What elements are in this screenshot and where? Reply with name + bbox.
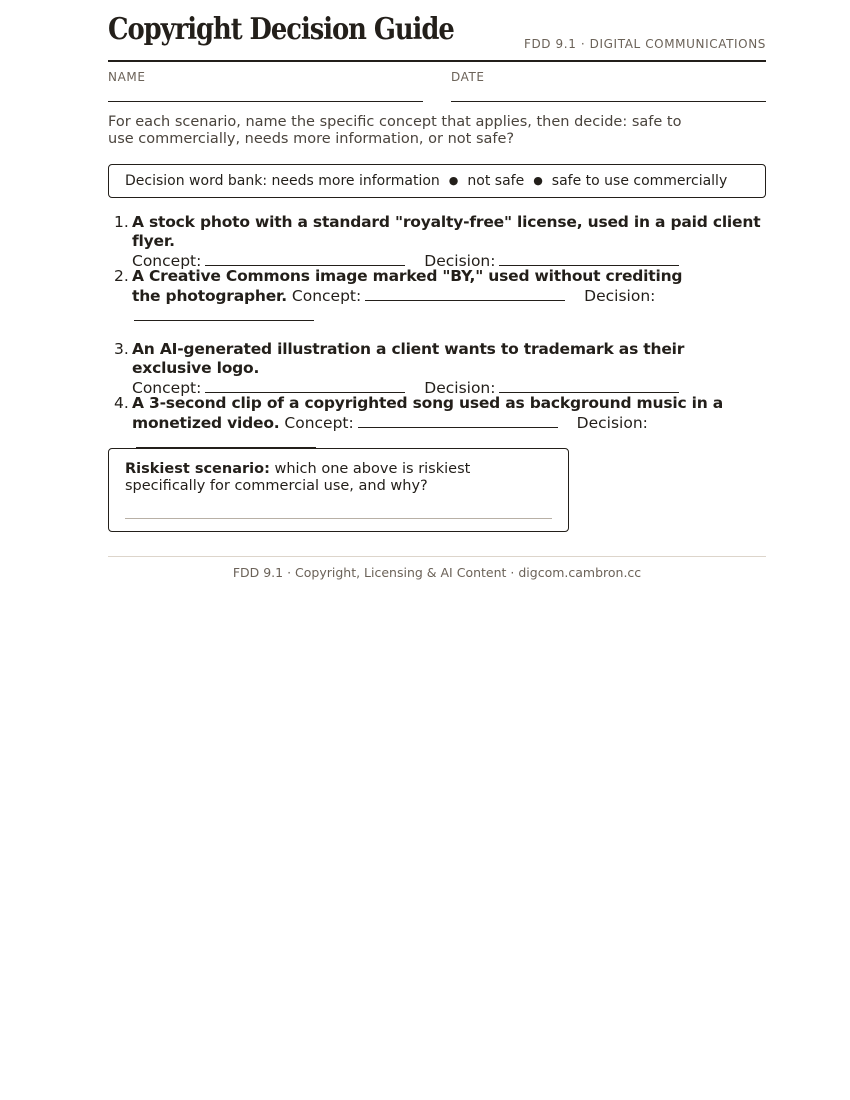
- riskiest-prompt: which one above is riskiest specifically for commercial use, and why?: [125, 461, 471, 494]
- word-bank: [108, 164, 766, 198]
- decision-answer-blank[interactable]: [499, 378, 679, 393]
- question-2: [108, 267, 766, 326]
- concept-label: Concept:: [132, 252, 202, 270]
- concept-answer-blank[interactable]: [358, 413, 558, 428]
- page-footer: FDD 9.1 · Copyright, Licensing & AI Content · digcom.cambron.cc: [108, 556, 766, 580]
- word-bank-label: Decision word bank:: [125, 173, 268, 189]
- course-code: FDD 9.1 · DIGITAL COMMUNICATIONS: [523, 37, 766, 51]
- question-number: 3.: [114, 340, 129, 358]
- decision-answer-blank[interactable]: [134, 306, 314, 321]
- concept-answer-blank[interactable]: [205, 251, 405, 266]
- name-label: NAME: [108, 70, 146, 84]
- instructions: For each scenario, name the specific concept that applies, then decide: safe to use commercially, needs more information, or not safe?: [108, 114, 682, 147]
- word-bank-option: needs more information: [271, 173, 440, 189]
- decision-answer-blank[interactable]: [499, 251, 679, 266]
- riskiest-label: Riskiest scenario:: [125, 461, 270, 477]
- decision-label: Decision:: [576, 414, 648, 432]
- word-bank-option: not safe: [467, 173, 525, 189]
- decision-answer-blank[interactable]: [136, 433, 316, 448]
- concept-label: Concept:: [132, 379, 202, 397]
- decision-label: Decision:: [424, 252, 496, 270]
- decision-label: Decision:: [584, 287, 656, 305]
- concept-label: Concept:: [284, 414, 354, 432]
- question-3: [108, 340, 766, 398]
- concept-label: Concept:: [291, 287, 362, 305]
- worksheet-page: [108, 0, 766, 580]
- question-text: A Creative Commons image marked "BY," used without crediting the photographer.: [132, 267, 683, 305]
- date-field[interactable]: [451, 62, 766, 102]
- page-header: [108, 0, 766, 62]
- bullet-icon: ●: [533, 174, 543, 187]
- name-field[interactable]: [108, 62, 423, 102]
- student-info: [108, 62, 766, 102]
- question-4: [108, 394, 766, 453]
- question-text: An AI-generated illustration a client wants to trademark as their exclusive logo.: [132, 340, 685, 377]
- question-number: 2.: [114, 267, 129, 285]
- question-text: A stock photo with a standard "royalty-free" license, used in a paid client flyer.: [132, 213, 761, 250]
- question-text: A 3-second clip of a copyrighted song used as background music in a monetized video.: [132, 394, 724, 432]
- concept-answer-blank[interactable]: [365, 286, 565, 301]
- riskiest-scenario-box: [108, 448, 569, 532]
- question-number: 4.: [114, 394, 129, 412]
- word-bank-option: safe to use commercially: [551, 173, 728, 189]
- concept-answer-blank[interactable]: [205, 378, 405, 393]
- question-number: 1.: [114, 213, 129, 231]
- riskiest-answer-line[interactable]: [125, 518, 552, 519]
- bullet-icon: ●: [448, 174, 459, 187]
- page-title: Copyright Decision Guide: [108, 12, 454, 47]
- date-label: DATE: [451, 70, 485, 84]
- question-1: [108, 213, 766, 271]
- decision-label: Decision:: [424, 379, 496, 397]
